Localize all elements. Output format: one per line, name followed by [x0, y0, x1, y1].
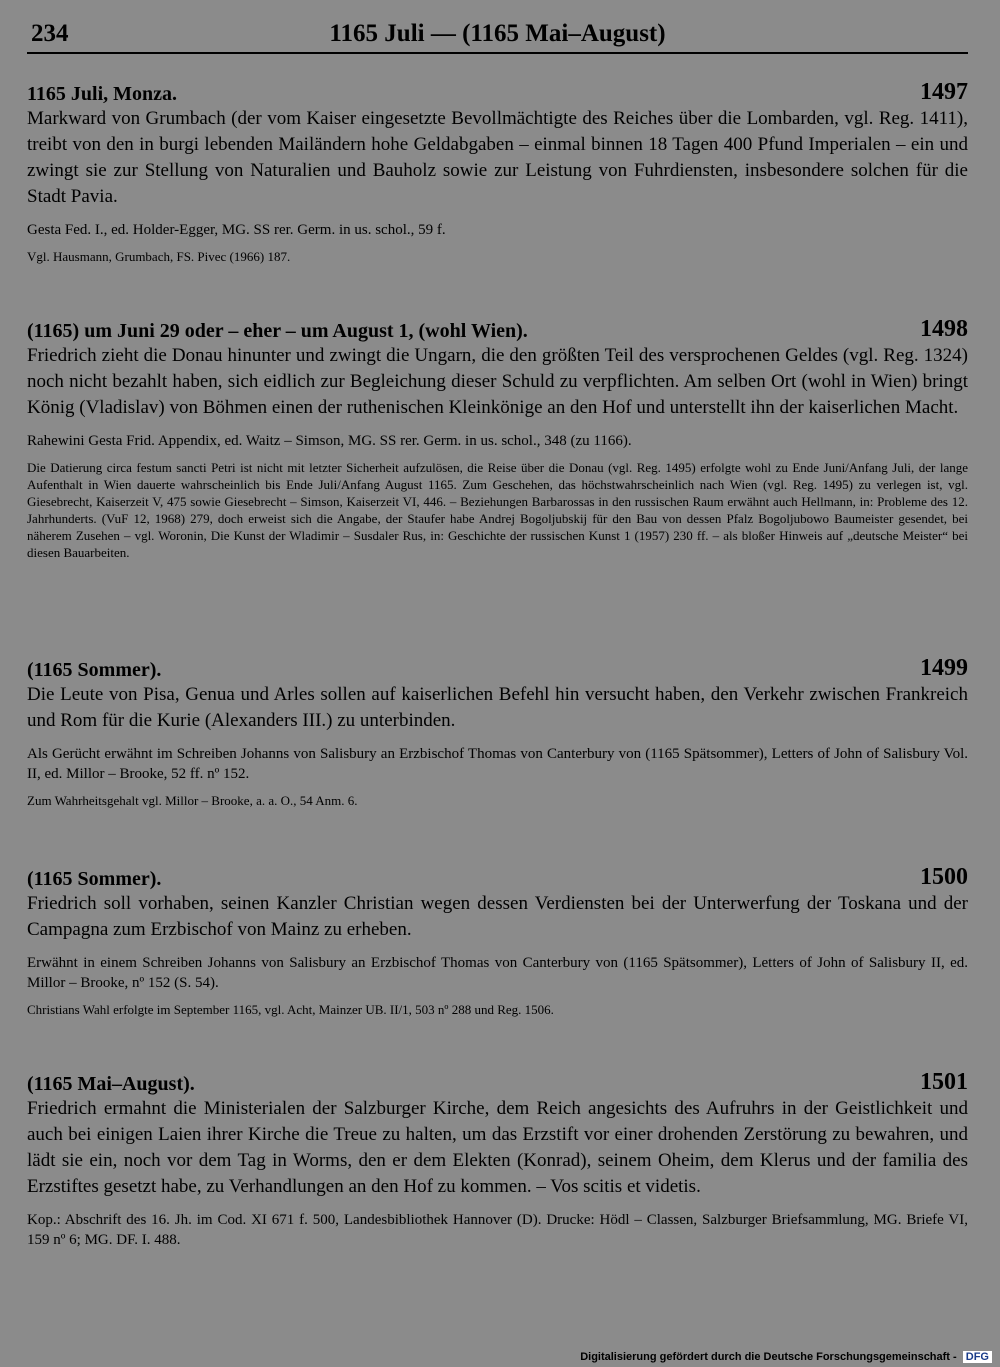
entry-source: Gesta Fed. I., ed. Holder-Egger, MG. SS rer. Germ. in us. schol., 59 f. — [27, 222, 446, 238]
entry-text: Friedrich ermahnt die Ministerialen der Salzburger Kirche, dem Reich angesichts des Aufruhrs in der Geistlichkeit und auch bei einigen Laien ihrer Kirche die Treue zu halten, um das Erzstift vor einer drohenden Zerstörung zu bewahren, und lädt sie ein, noch vor dem Tag in Worms, den er dem Elekten (Konrad), seinem Oheim, dem Klerus und der familia des Erzstiftes gesetzt habe, zu Verhandlungen an den Hof zu kommen. – Vos scitis et videtis. — [27, 1098, 968, 1197]
entry-heading — [27, 317, 968, 343]
entry-text: Friedrich zieht die Donau hinunter und zwingt die Ungarn, die den größten Teil des versprochenen Geldes (vgl. Reg. 1324) noch nicht bezahlt haben, sich eidlich zur Begleichung dieser Schuld zu verpflichten. Am selben Ort (wohl in Wien) bringt König (Vladislav) von Böhmen einen der ruthenischen Kleinkönige an den Hof und unterstellt ihn der kaiserlichen Macht. — [27, 345, 968, 418]
entry-number: 1498 — [920, 316, 968, 342]
regest-entry-1499 — [27, 656, 968, 809]
entry-source: Als Gerücht erwähnt im Schreiben Johanns von Salisbury an Erzbischof Thomas von Canterbury von (1165 Spätsommer), Letters of John of Salisbury Vol. II, ed. Millor – Brooke, 52 ff. nº 152. — [27, 746, 968, 782]
regest-entry-1500 — [27, 865, 968, 1018]
entry-text: Friedrich soll vorhaben, seinen Kanzler Christian wegen dessen Verdiensten bei der Unterwerfung der Toskana und der Campagna zum Erzbischof von Mainz zu erheben. — [27, 893, 968, 940]
entry-source: Erwähnt in einem Schreiben Johanns von Salisbury an Erzbischof Thomas von Canterbury von (1165 Spätsommer), Letters of John of Salisbury II, ed. Millor – Brooke, nº 152 (S. 54). — [27, 955, 968, 991]
dfg-logo: DFG — [963, 1351, 992, 1363]
regest-entry-1501 — [27, 1070, 968, 1250]
entry-date: (1165 Sommer). — [27, 659, 162, 681]
entry-note: Zum Wahrheitsgehalt vgl. Millor – Brooke, a. a. O., 54 Anm. 6. — [27, 793, 358, 808]
entry-source: Rahewini Gesta Frid. Appendix, ed. Waitz – Simson, MG. SS rer. Germ. in us. schol., 348 (zu 1166). — [27, 433, 632, 449]
entry-heading — [27, 80, 968, 106]
entry-date: (1165 Mai–August). — [27, 1073, 195, 1095]
entry-note: Christians Wahl erfolgte im September 1165, vgl. Acht, Mainzer UB. II/1, 503 nº 288 und Reg. 1506. — [27, 1002, 554, 1017]
credit-text: Digitalisierung gefördert durch die Deutsche Forschungsgemeinschaft - — [580, 1351, 957, 1363]
running-header — [27, 0, 968, 54]
entry-text: Die Leute von Pisa, Genua und Arles sollen auf kaiserlichen Befehl hin versucht haben, den Verkehr zwischen Frankreich und Rom für die Kurie (Alexanders III.) zu unterbinden. — [27, 684, 968, 731]
entry-number: 1499 — [920, 655, 968, 681]
entry-note: Vgl. Hausmann, Grumbach, FS. Pivec (1966) 187. — [27, 249, 291, 264]
entry-heading — [27, 656, 968, 682]
entry-date: 1165 Juli, Monza. — [27, 83, 178, 105]
entry-source: Kop.: Abschrift des 16. Jh. im Cod. XI 671 f. 500, Landesbibliothek Hannover (D). Drucke: Hödl – Classen, Salzburger Briefsammlung, MG. Briefe VI, 159 nº 6; MG. DF. I. 488. — [27, 1212, 968, 1248]
entry-number: 1501 — [920, 1069, 968, 1095]
running-title: 1165 Juli — (1165 Mai–August) — [329, 20, 666, 47]
entry-number: 1500 — [920, 864, 968, 890]
regest-entry-1497 — [27, 80, 968, 265]
entry-text: Markward von Grumbach (der vom Kaiser eingesetzte Bevollmächtigte des Reiches über die Lombarden, vgl. Reg. 1411), treibt von den in burgi lebenden Mailändern hohe Geldabgaben – einmal binnen 18 Tagen 400 Pfund Imperialen – ein und zwingt sie zur Stellung von Naturalien und Bauholz sowie zur Leistung von Fuhrdiensten, insbesondere solchen für die Stadt Pavia. — [27, 108, 968, 207]
regest-entry-1498 — [27, 317, 968, 561]
entry-date: (1165) um Juni 29 oder – eher – um August 1, (wohl Wien). — [27, 320, 528, 342]
entry-heading — [27, 865, 968, 891]
entry-heading — [27, 1070, 968, 1096]
entry-number: 1497 — [920, 79, 968, 105]
entry-note: Die Datierung circa festum sancti Petri ist nicht mit letzter Sicherheit aufzulösen, die Reise über die Donau (vgl. Reg. 1495) erfolgte wohl zu Ende Juni/Anfang Juli, der lange Aufenthalt in Wien dauerte wahrscheinlich bis Ende Juli/Anfang August 1165. Zum Geschehen, das höchstwahrscheinlich nach Wien (vgl. Reg. 1495) zu verlegen ist, vgl. Giesebrecht, Kaiserzeit V, 475 sowie Giesebrecht – Simson, Kaiserzeit VI, 446. – Beziehungen Barbarossas in den russischen Raum erwähnt auch Hellmann, in: Probleme des 12. Jahrhunderts. (VuF 12, 1968) 279, doch erweist sich die Angabe, der Staufer habe Andrej Bogoljubskij für den Bau von dessen Pfalz Bogoljubowo Baumeister gesendet, bei näherem Zusehen – vgl. Woronin, Die Kunst der Wladimir – Susdaler Rus, in: Geschichte der russischen Kunst 1 (1957) 230 ff. – als bloßer Hinweis auf „deutsche Meister“ bei diesen Bauarbeiten. — [27, 460, 968, 560]
document-page — [27, 0, 968, 1248]
digitization-credit — [580, 1351, 992, 1363]
entry-date: (1165 Sommer). — [27, 868, 162, 890]
page-number: 234 — [31, 20, 69, 47]
